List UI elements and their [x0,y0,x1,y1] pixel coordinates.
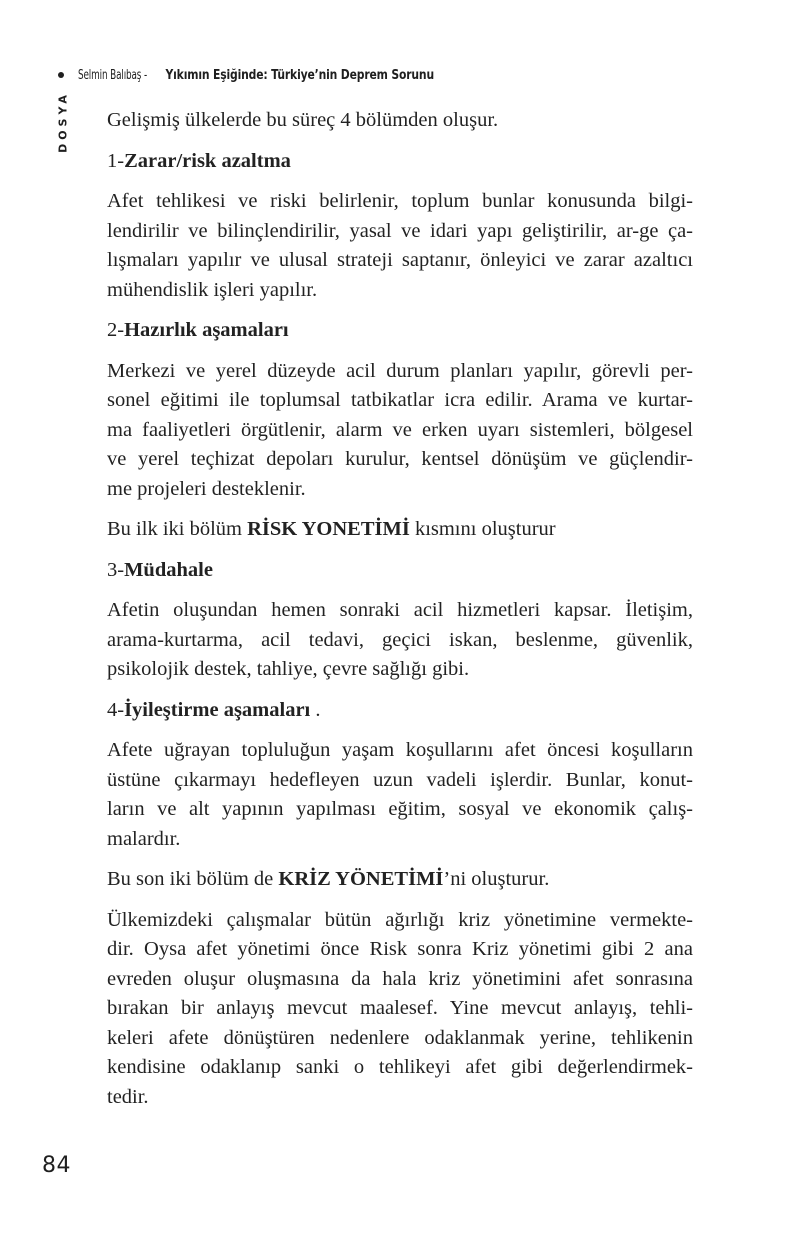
text-line: me projeleri desteklenir. [107,477,306,500]
section-heading-1 [107,147,693,177]
section-number: 2- [107,319,125,341]
text-line: ma faaliyetleri örgütlenir, alarm ve erken uyarı sistemleri, bölgesel [107,418,693,441]
bullet-icon [58,72,64,78]
text-line: lendirilir ve bilinçlendirilir, yasal ve idari yapı geliştirilir, ar-ge ça- [107,219,693,242]
summary-text: Bu ilk iki bölüm [107,518,248,540]
text-line: Afetin oluşundan hemen sonraki acil hizmetleri kapsar. İletişim, [107,599,693,621]
section-title: İyileştirme aşamaları [124,698,311,721]
text-line: Merkezi ve yerel düzeyde acil durum planları yapılır, görevli per- [107,359,693,382]
section-title: Hazırlık aşamaları [124,319,289,341]
text-line: üstüne çıkarmayı hedefleyen uzun vadeli işlerdir. Bunlar, konut- [107,768,693,791]
text-line: mühendislik işleri yapılır. [107,278,318,301]
section-suffix: . [310,698,321,721]
text-line: Afete uğrayan topluluğun yaşam koşullarını afet öncesi koşulların [107,739,693,761]
section-title: Müdahale [124,558,213,581]
section-3-paragraph [107,596,693,685]
text-line: Afet tehlikesi ve riski belirlenir, toplum bunlar konusunda bilgi- [107,190,693,212]
section-1-paragraph [107,187,693,305]
text-line: kendisine odaklanıp sanki o tehlikeyi afet gibi değerlendirmek- [107,1056,693,1078]
text-line: arama-kurtarma, acil tedavi, geçici iskan, beslenme, güvenlik, [107,628,693,651]
section-number: 3- [107,558,125,581]
section-side-label [54,88,72,156]
section-4-paragraph [107,736,693,854]
text-line: bırakan bir anlayış mevcut maalesef. Yine mevcut anlayış, tehli- [107,997,693,1019]
text-line: keleri afete dönüştüren nedenlere odaklanmak yerine, tehlikenin [107,1026,693,1049]
side-label-text: DOSYA [56,91,70,153]
header-text [78,67,434,83]
section-number: 4- [107,698,125,721]
section-heading-4 [107,696,693,726]
running-header [58,64,523,86]
text-line: tedir. [107,1085,149,1108]
section-heading-3 [107,556,693,586]
text-line: dir. Oysa afet yönetimi önce Risk sonra Kriz yönetimi gibi 2 ana [107,938,693,960]
text-line: ve yerel teçhizat depoları kurulur, kentsel dönüşüm ve güçlendir- [107,448,693,470]
page-number: 84 [42,1153,71,1178]
risk-management-summary [107,515,693,545]
section-number: 1- [107,149,125,172]
text-line: evreden oluşur oluşmasına da hala kriz yönetimini afet sonrasına [107,967,693,990]
text-line: psikolojik destek, tahliye, çevre sağlığı gibi. [107,658,470,680]
section-2-paragraph [107,357,693,505]
summary-text: ’ni oluşturur. [443,868,550,890]
page-body [107,106,693,1112]
header-title: Yıkımın Eşiğinde: Türkiye’nin Deprem Sorunu [165,67,434,83]
summary-text: Bu son iki bölüm de [107,868,279,890]
section-title: Zarar/risk azaltma [124,149,291,172]
section-heading-2 [107,316,693,346]
text-line: malardır. [107,827,181,850]
text-line: ların ve alt yapının yapılması eğitim, sosyal ve ekonomik çalış- [107,798,693,820]
conclusion-paragraph [107,906,693,1113]
intro-paragraph: Gelişmiş ülkelerde bu süreç 4 bölümden oluşur. [107,109,499,131]
crisis-management-summary [107,865,693,895]
text-line: lışmaları yapılır ve ulusal strateji saptanır, önleyici ve zarar azaltıcı [107,249,693,271]
header-author: Selmin Balıbaş - [78,67,148,83]
text-line: Ülkemizdeki çalışmalar bütün ağırlığı kriz yönetimine vermekte- [107,908,693,931]
summary-text: kısmını oluşturur [409,518,556,540]
text-line: sonel eğitimi ile toplumsal tatbikatlar icra edilir. Arama ve kurtar- [107,389,693,411]
risk-management-term: RİSK YONETİMİ [247,518,410,540]
crisis-management-term: KRİZ YÖNETİMİ [278,868,444,890]
